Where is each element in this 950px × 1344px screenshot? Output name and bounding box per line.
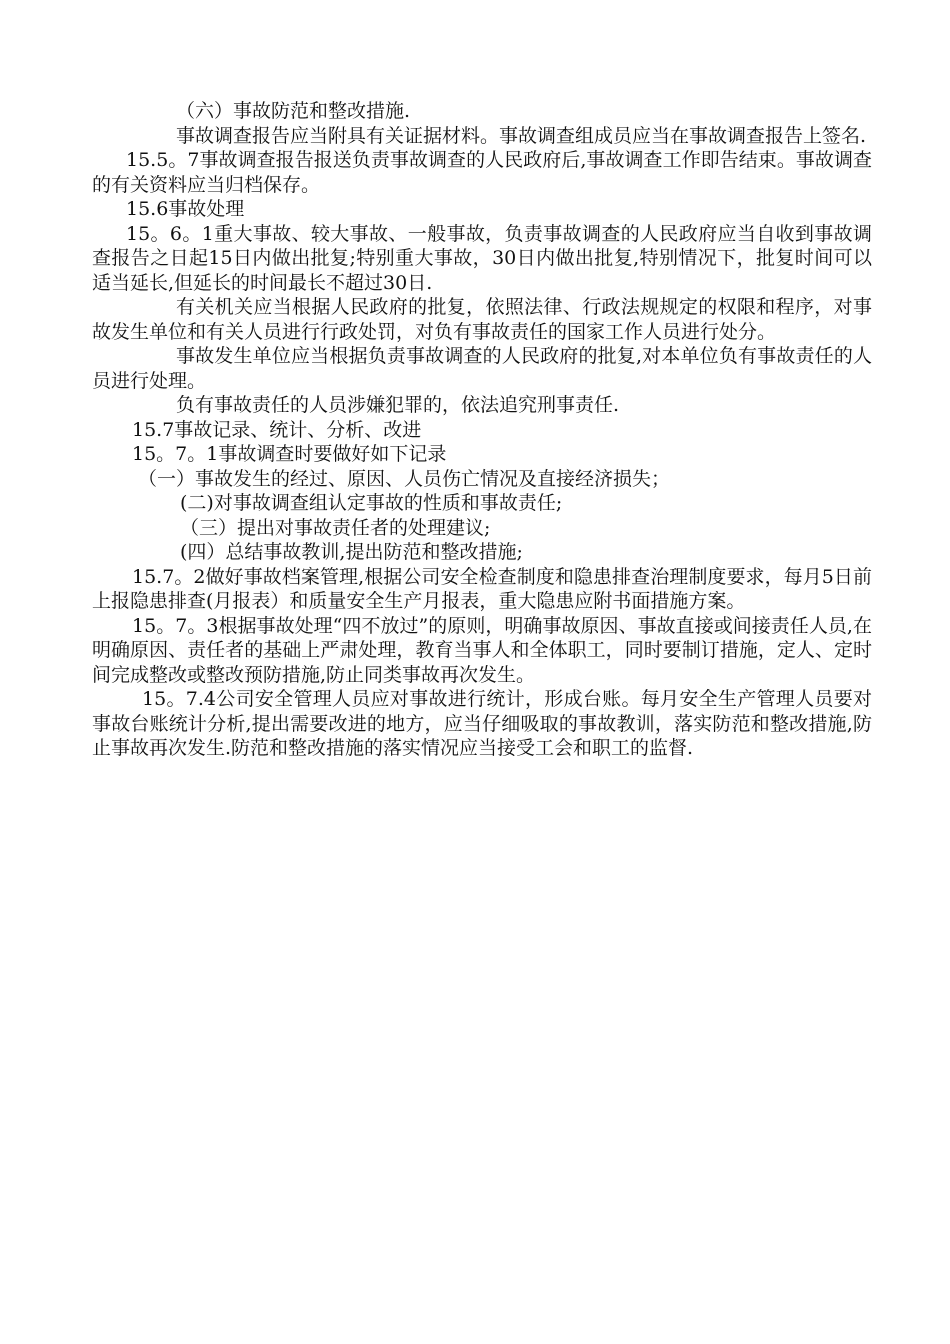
paragraph-15-7-1: 15。7。1事故调查时要做好如下记录 (132, 443, 447, 465)
list-item-two: (二)对事故调查组认定事故的性质和事故责任; (180, 492, 563, 514)
section-heading-15-7: 15.7事故记录、统计、分析、改进 (132, 418, 422, 441)
paragraph-15-7-3: 15。7。3根据事故处理“四不放过”的原则，明确事故原因、事故直接或间接责任人员,在明确原因、责任者的基础上严肃处理，教育当事人和全体职工，同时要制订措施，定人、定时间完成整改或整改预防措施,防止同类事故再次发生。 (92, 614, 872, 686)
list-item-one: （一）事故发生的经过、原因、人员伤亡情况及直接经济损失； (138, 467, 671, 490)
paragraph-15-7-4: 15。7.4公司安全管理人员应对事故进行统计，形成台账。每月安全生产管理人员要对事故台账统计分析,提出需要改进的地方，应当仔细吸取的事故教训，落实防范和整改措施,防止事故再次发生.防范和整改措施的落实情况应当接受工会和职工的监督. (92, 688, 872, 759)
list-item-four: (四）总结事故教训,提出防范和整改措施; (180, 541, 523, 563)
paragraph-measure-six: （六）事故防范和整改措施. (176, 100, 411, 122)
paragraph-unit-handling: 事故发生单位应当根据负责事故调查的人民政府的批复,对本单位负有事故责任的人员进行处理。 (92, 345, 872, 392)
paragraph-15-7-2: 15.7。2做好事故档案管理,根据公司安全检查制度和隐患排查治理制度要求，每月5日前上报隐患排查(月报表）和质量安全生产月报表，重大隐患应附书面措施方案。 (92, 565, 872, 612)
section-heading-15-6: 15.6事故处理 (126, 198, 245, 220)
paragraph-evidence-materials: 事故调查报告应当附具有关证据材料。事故调查组成员应当在事故调查报告上签名. (176, 124, 867, 147)
document-body (92, 99, 872, 761)
paragraph-criminal-liability: 负有事故责任的人员涉嫌犯罪的，依法追究刑事责任. (176, 394, 620, 416)
paragraph-15-5-7: 15.5。7事故调查报告报送负责事故调查的人民政府后,事故调查工作即告结束。事故调查的有关资料应当归档保存。 (92, 149, 872, 196)
paragraph-15-6-1: 15。6。1重大事故、较大事故、一般事故，负责事故调查的人民政府应当自收到事故调查报告之日起15日内做出批复;特别重大事故，30日内做出批复,特别情况下，批复时间可以适当延长,但延长的时间最长不超过30日. (92, 222, 872, 294)
paragraph-administrative-penalty: 有关机关应当根据人民政府的批复，依照法律、行政法规规定的权限和程序，对事故发生单位和有关人员进行行政处罚，对负有事故责任的国家工作人员进行处分。 (92, 296, 872, 343)
list-item-three: （三）提出对事故责任者的处理建议; (180, 516, 491, 539)
